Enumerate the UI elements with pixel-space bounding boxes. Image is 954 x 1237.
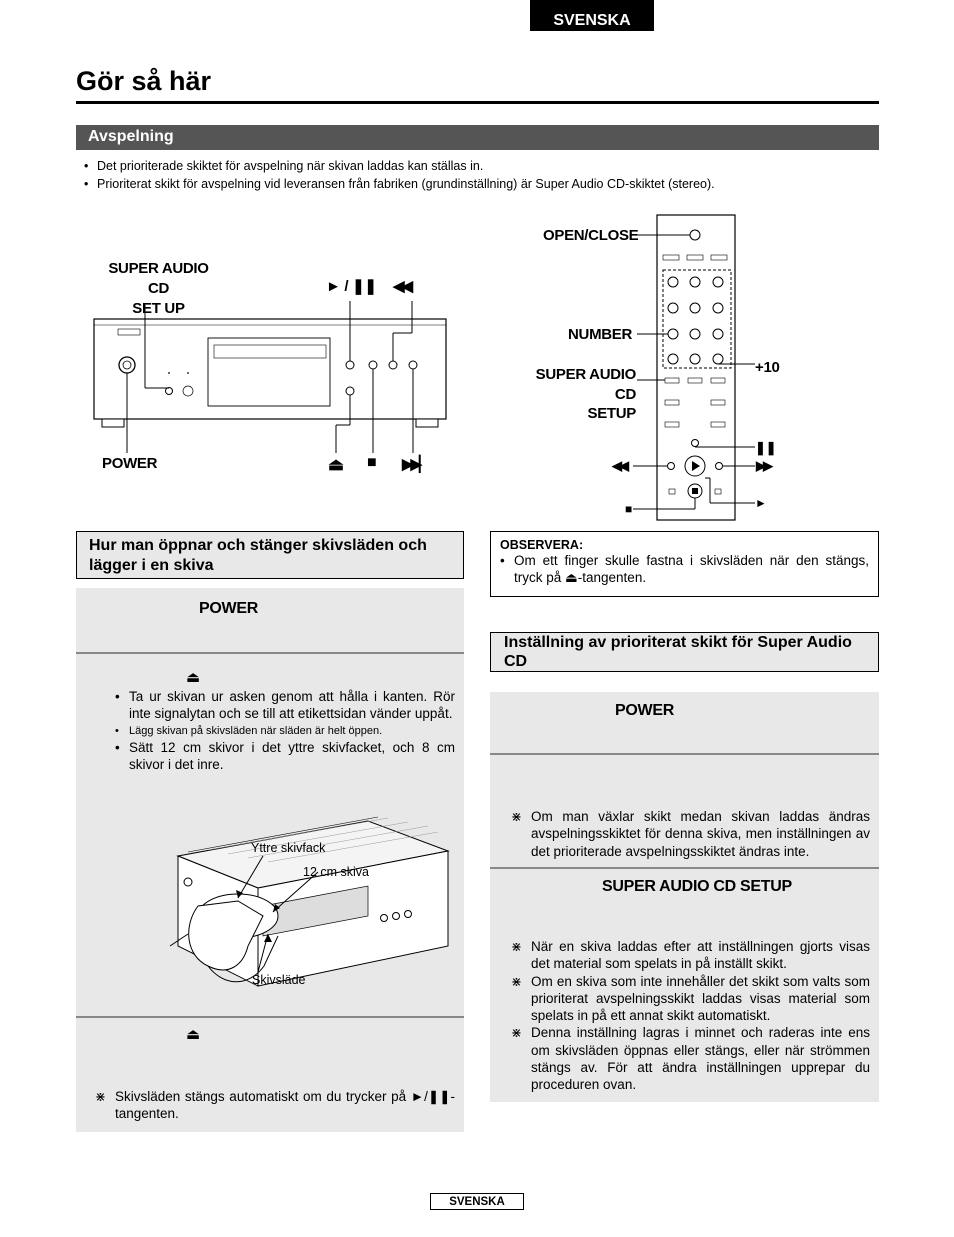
note-text: ⋇ Denna inställning lagras i minnet och raderas inte ens om skivsläden öppnas eller stängs, eller när strömmen stängs av. För att ändra inställningen upprepar du proceduren ovan. (511, 1024, 870, 1093)
observe-title: OBSERVERA: (500, 538, 584, 552)
label-line: SET UP (132, 300, 185, 317)
remote-diagram (505, 210, 795, 522)
remote-label-next: ▶▶ (756, 458, 770, 473)
label-12cm-disc: 12 cm skiva (303, 865, 369, 879)
note-text: ⋇ Om man växlar skikt medan skivan laddas ändras avspelningsskiktet för denna skiva, men inställningen av det prioriterade avspelningsskiktet ändras inte. (511, 808, 870, 860)
step-divider (76, 1016, 464, 1018)
step-sacd-setup-label: SUPER AUDIO CD SETUP (602, 878, 792, 895)
remote-label-open-close: OPEN/CLOSE (543, 227, 639, 244)
heading-priority-layer: Inställning av prioriterat skikt för Super Audio CD (490, 632, 879, 672)
remote-label-play: ► (755, 496, 767, 510)
label-line: SUPER AUDIO CD (108, 260, 209, 297)
remote-label-stop: ■ (625, 502, 632, 516)
heading-open-close: Hur man öppnar och stänger skivsläden och lägger i en skiva (76, 531, 464, 579)
step-divider (490, 867, 879, 869)
player-label-play-pause: ► / ❚❚ (326, 278, 377, 295)
priority-steps-panel (490, 692, 879, 1102)
player-label-prev: ◀◀ (393, 278, 411, 295)
intro-bullets (84, 157, 884, 193)
player-label-next: ▶▶▏ (402, 456, 428, 473)
priority-note (511, 808, 870, 860)
remote-label-pause: ❚❚ (755, 440, 777, 455)
label-line: SETUP (587, 405, 636, 422)
player-label-power: POWER (102, 455, 158, 472)
remote-label-plus10: +10 (755, 359, 780, 376)
note-auto-close (95, 1088, 455, 1123)
player-label-stop: ■ (367, 454, 377, 471)
player-label-eject: ⏏ (328, 455, 344, 474)
step-divider (490, 753, 879, 755)
observe-box (490, 531, 879, 597)
title-rule (76, 101, 879, 104)
label-outer-tray: Yttre skivfack (251, 841, 326, 855)
step-divider (76, 652, 464, 654)
label-line: SUPER AUDIO CD (535, 366, 636, 403)
step2-bullets (115, 688, 455, 773)
list-item: • Lägg skivan på skivsläden när släden är helt öppen. (115, 723, 455, 739)
step1-power-label: POWER (615, 702, 674, 719)
remote-label-number: NUMBER (568, 326, 633, 343)
page-title: Gör så här (76, 66, 212, 96)
language-tab: SVENSKA (530, 0, 654, 31)
eject-icon: ⏏ (186, 1026, 201, 1043)
label-tray: Skivsläde (252, 973, 306, 987)
eject-icon: ⏏ (186, 669, 201, 686)
note-text: ⋇ Om en skiva som inte innehåller det skikt som valts som prioriterat avspelningsskikt laddas visas material som spelats in på ett annat skikt automatiskt. (511, 973, 870, 1025)
observe-text: • Om ett finger skulle fastna i skivsläden när den stängs, tryck på ⏏-tangenten. (500, 552, 869, 586)
note-text: ⋇ När en skiva laddas efter att inställningen gjorts visas det material som spelats in på inställt skikt. (511, 938, 870, 973)
remote-label-sacd-setup (512, 365, 636, 424)
step1-power-label: POWER (199, 600, 258, 617)
intro-bullet: • Prioriterat skikt för avspelning vid leveransen från fabriken (grundinställning) är Super Audio CD-skiktet (stereo). (84, 175, 884, 193)
footer-language: SVENSKA (430, 1193, 524, 1210)
priority-notes (511, 938, 870, 1094)
section-bar-playback: Avspelning (76, 125, 879, 150)
note-text: ⋇ Skivsläden stängs automatiskt om du trycker på ►/❚❚-tangenten. (95, 1088, 455, 1123)
list-item: • Ta ur skivan ur asken genom att hålla i kanten. Rör inte signalytan och se till att etikettsidan vänder uppåt. (115, 688, 455, 723)
player-front-panel-icon (90, 255, 450, 480)
player-diagram (90, 255, 450, 480)
remote-label-prev: ◀◀ (612, 458, 626, 473)
intro-bullet: • Det prioriterade skiktet för avspelning när skivan laddas kan ställas in. (84, 157, 884, 175)
open-close-steps-panel (76, 588, 464, 1132)
list-item: • Sätt 12 cm skivor i det yttre skivfacket, och 8 cm skivor i det inre. (115, 739, 455, 774)
